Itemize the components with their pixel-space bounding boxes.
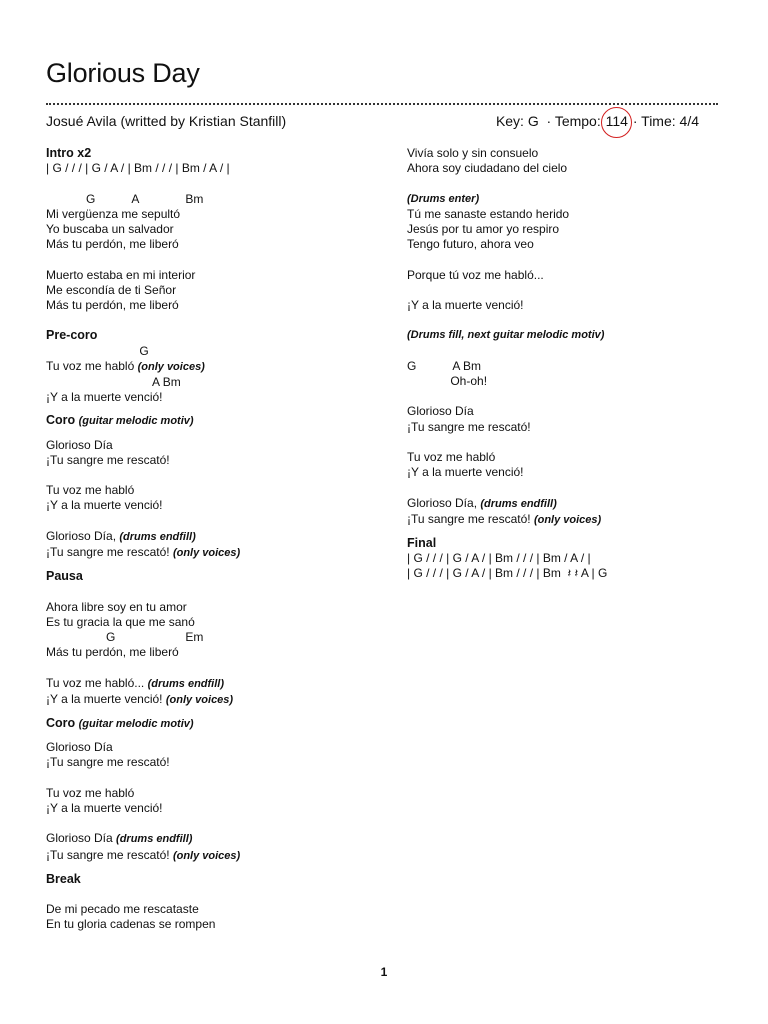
lyric-line: [46, 676, 376, 692]
lyric-line: Ahora libre soy en tu amor: [46, 599, 187, 614]
lyric-line: Ahora soy ciudadano del cielo: [407, 161, 568, 176]
lyric-line: [46, 359, 376, 375]
right-column: [407, 146, 727, 582]
performance-note: (drums endfill): [147, 677, 224, 690]
lyric-line: Más tu perdón, me liberó: [46, 645, 179, 660]
performance-note: (only voices): [172, 849, 241, 862]
song-author: Josué Avila (writted by Kristian Stanfill): [46, 113, 287, 129]
lyric-line: Muerto estaba en mi interior: [46, 267, 196, 282]
lyric-line: Oh-oh!: [407, 373, 488, 388]
lyric-line: Mi vergüenza me sepultó: [46, 206, 181, 221]
lyric-line: Tengo futuro, ahora veo: [407, 237, 534, 252]
heading-text: Coro: [46, 716, 79, 730]
lyric-line: Glorioso Día: [46, 437, 113, 452]
lyric-text: ¡Y a la muerte venció!: [46, 691, 166, 706]
section-heading: Final: [407, 535, 437, 550]
chord-progression: | G / / / | G / A / | Bm / / / | Bm / A / |: [46, 161, 230, 176]
lyric-line: Es tu gracia la que me sanó: [46, 614, 195, 629]
lyric-text: Glorioso Día,: [407, 495, 481, 510]
lyric-line: Tu voz me habló: [407, 449, 496, 464]
lyric-line: Glorioso Día: [46, 740, 113, 755]
dotted-divider: [46, 103, 718, 105]
chord-progression: | G / / / | G / A / | Bm / / / | Bm 𝄽 𝄽 A | G: [407, 566, 608, 581]
lyric-line: ¡Y a la muerte venció!: [407, 297, 524, 312]
performance-note: (Drums enter): [407, 192, 480, 205]
lyric-line: De mi pecado me rescataste: [46, 902, 199, 917]
lyric-line: [46, 529, 376, 545]
performance-note: (drums endfill): [480, 497, 557, 510]
section-heading: Intro x2: [46, 146, 92, 160]
lyric-line: Vivía solo y sin consuelo: [407, 146, 539, 160]
performance-note: (drums endfill): [119, 530, 196, 543]
lyric-text: Tu voz me habló: [46, 358, 138, 373]
performance-note: (guitar melodic motiv): [78, 718, 194, 730]
section-heading: Pausa: [46, 569, 83, 584]
time-label: Time: 4/4: [641, 113, 699, 129]
tempo-label: Tempo:: [554, 113, 605, 129]
section-heading: Pre-coro: [46, 328, 98, 343]
tempo-value: 114: [605, 113, 628, 129]
song-meta: [496, 113, 699, 129]
lyric-line: [46, 692, 376, 708]
section-heading: [46, 716, 376, 732]
meta-separator: ·: [628, 113, 642, 129]
heading-text: Coro: [46, 413, 79, 428]
meta-separator: ·: [538, 113, 555, 129]
performance-note: (only voices): [165, 693, 234, 706]
chord-line: G Em: [46, 630, 204, 644]
lyric-text: ¡Tu sangre me rescató!: [46, 847, 173, 862]
chord-line: A Bm: [46, 375, 181, 389]
lyric-line: ¡Tu sangre me rescató!: [407, 419, 531, 434]
section-heading: Break: [46, 871, 81, 886]
left-column: [46, 146, 376, 933]
lyric-line: Tu voz me habló: [46, 483, 135, 498]
performance-note: (guitar melodic motiv): [78, 415, 194, 428]
lyric-line: ¡Y a la muerte venció!: [407, 465, 524, 480]
lyric-line: En tu gloria cadenas se rompen: [46, 917, 216, 932]
lyric-line: Porque tú voz me habló...: [407, 267, 544, 282]
lyric-line: ¡Y a la muerte venció!: [46, 801, 163, 815]
lyric-line: Me escondía de ti Señor: [46, 282, 177, 297]
lyric-line: [407, 496, 727, 512]
lyric-line: Más tu perdón, me liberó: [46, 298, 179, 312]
lyric-line: ¡Y a la muerte venció!: [46, 498, 163, 513]
lyric-line: ¡Tu sangre me rescató!: [46, 452, 170, 467]
section-heading: [46, 413, 376, 429]
chord-line: G: [46, 343, 149, 358]
lyric-text: Glorioso Día: [46, 831, 117, 846]
lyric-line: [46, 831, 376, 847]
lyric-text: ¡Tu sangre me rescató!: [46, 545, 173, 559]
lyric-line: ¡Tu sangre me rescató!: [46, 755, 170, 770]
lyric-line: Jesús por tu amor yo respiro: [407, 222, 560, 236]
chord-progression: | G / / / | G / A / | Bm / / / | Bm / A / |: [407, 551, 591, 566]
chord-line: G A Bm: [46, 191, 204, 206]
key-label: Key: G: [495, 113, 539, 129]
performance-note: (Drums fill, next guitar melodic motiv): [407, 329, 605, 342]
lyric-text: Tu voz me habló...: [46, 675, 148, 690]
performance-note: (only voices): [533, 513, 602, 526]
lyric-text: Glorioso Día,: [46, 528, 120, 543]
lyric-line: [407, 512, 727, 528]
lyric-line: Más tu perdón, me liberó: [46, 237, 179, 252]
lyric-line: [46, 848, 376, 864]
performance-note: (only voices): [137, 360, 205, 373]
page-number: 1: [380, 965, 388, 979]
lyric-line: Tu voz me habló: [46, 785, 135, 800]
lyric-line: ¡Y a la muerte venció!: [46, 390, 163, 405]
lyric-text: ¡Tu sangre me rescató!: [407, 511, 534, 526]
chord-line: G A Bm: [407, 358, 482, 373]
lyric-line: Yo buscaba un salvador: [46, 222, 174, 236]
lyric-line: Glorioso Día: [407, 404, 474, 419]
song-title: Glorious Day: [46, 58, 200, 88]
lyric-line: [46, 545, 376, 561]
performance-note: (only voices): [172, 547, 241, 559]
lyric-line: Tú me sanaste estando herido: [407, 206, 570, 221]
performance-note: (drums endfill): [116, 833, 193, 846]
